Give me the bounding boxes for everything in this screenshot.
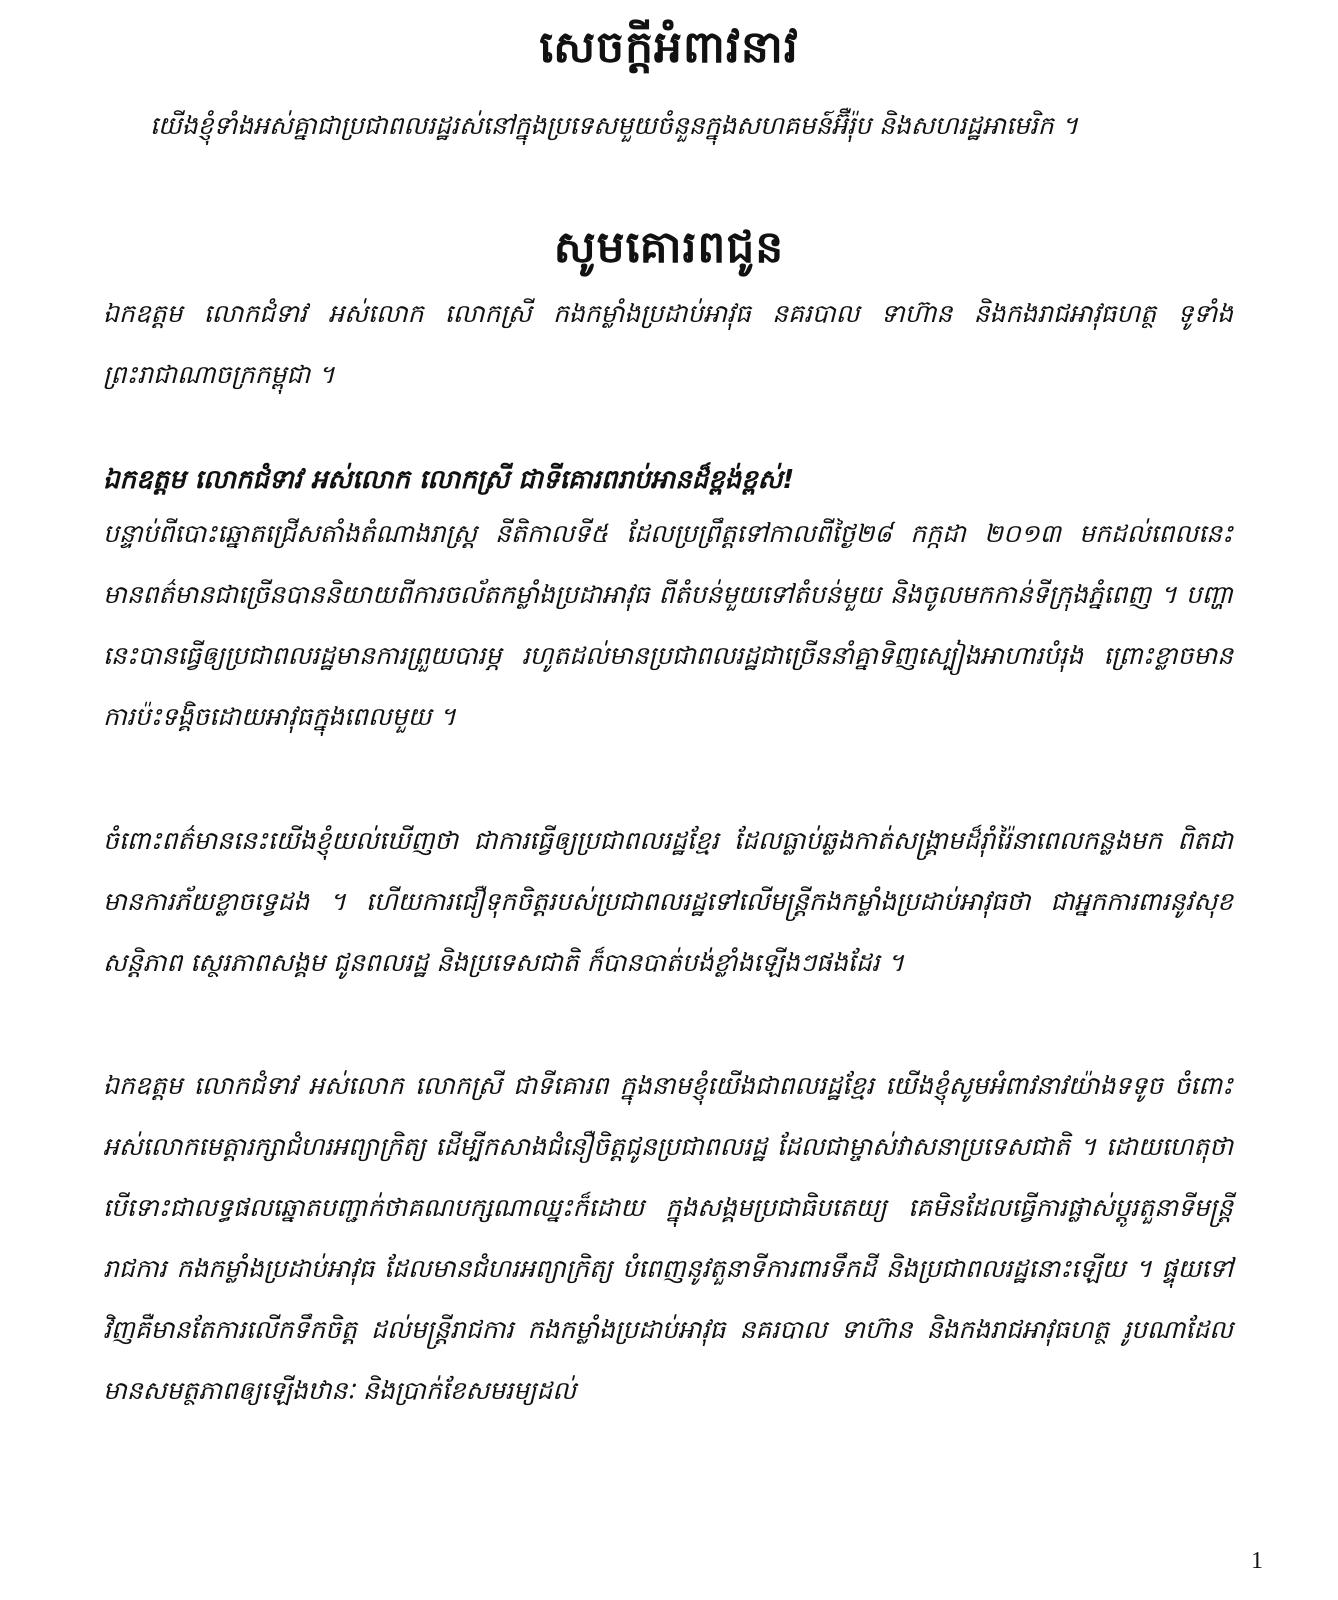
page-number: 1 [1251, 1548, 1263, 1574]
body-paragraph-1: បន្ទាប់ពីបោះឆ្នោតជ្រើសតាំងតំណាងរាស្ត្រ នីតិកាលទី៥ ដែលប្រព្រឹត្តទៅកាលពីថ្ងៃ២៨ កក្កដា ២០១៣ មកដល់ពេលនេះ មានពត៌មានជាច្រើនបាននិយាយពីការចល័តកម្លាំងប្រដាអាវុធ ពីតំបន់មួយទៅតំបន់មួយ និងចូលមកកាន់ទីក្រុងភ្នំពេញ ។ បញ្ហានេះបានធ្វើឲ្យប្រជាពលរដ្ឋមានការព្រួយបារម្ភ រហូតដល់មានប្រជាពលរដ្ឋជាច្រើននាំគ្នាទិញស្បៀងអាហារបំរុង ព្រោះខ្លាចមានការប៉ះទង្គិចដោយអាវុធក្នុងពេលមួយ ។ [103, 519, 1233, 731]
addressees-paragraph: ឯកឧត្តម លោកជំទាវ អស់លោក លោកស្រី កងកម្លាំងប្រដាប់អាវុធ នគរបាល ទាហ៊ាន និងកងរាជអាវុធហត្ថ ទូទាំងព្រះរាជាណាចក្រកម្ពុជា ។ [103, 299, 1233, 389]
salutation-line: ឯកឧត្តម លោកជំទាវ អស់លោក លោកស្រី ជាទីគោរពរាប់អានដ៏ខ្ពង់ខ្ពស់! [103, 465, 795, 495]
addressee-heading: សូមគោរពជូន [553, 222, 785, 273]
body-paragraph-3: ឯកឧត្តម លោកជំទាវ អស់លោក លោកស្រី ជាទីគោរព ក្នុងនាមខ្ញុំយើងជាពលរដ្ឋខ្មែរ យើងខ្ញុំសូមអំពាវនាវយ៉ាងទទូច ចំពោះអស់លោកមេត្តារក្សាជំហរអព្យាក្រិត្យ ដើម្បីកសាងជំនឿចិត្តជូនប្រជាពលរដ្ឋ ដែលជាម្ចាស់វាសនាប្រទេសជាតិ ។ ដោយហេតុថា បើទោះជាលទ្ធផលឆ្នោតបញ្ជាក់ថាគណបក្សណាឈ្នះក៏ដោយ ក្នុងសង្គមប្រជាធិបតេយ្យ គេមិនដែលធ្វើការផ្លាស់ប្តូរតួនាទីមន្ត្រីរាជការ កងកម្លាំងប្រដាប់អាវុធ ដែលមានជំហរអព្យាក្រិត្យ បំពេញនូវតួនាទីការពារទឹកដី និងប្រជាពលរដ្ឋនោះឡើយ ។ ផ្ទុយទៅវិញគឺមានតែការលើកទឹកចិត្ត ដល់មន្ត្រីរាជការ កងកម្លាំងប្រដាប់អាវុធ នគរបាល ទាហ៊ាន និងកងរាជអាវុធហត្ថ រូបណាដែល មានសមត្ថភាពឲ្យឡើងឋានៈ និងប្រាក់ខែសមរម្យដល់ [103, 1071, 1233, 1405]
document-title: សេចក្តីអំពាវនាវ [539, 22, 799, 73]
body-paragraph-2: ចំពោះពត៌មាននេះយើងខ្ញុំយល់ឃើញថា ជាការធ្វើឲ្យប្រជាពលរដ្ឋខ្មែរ ដែលធ្លាប់ឆ្លងកាត់សង្គ្រាមដ៏រ៉ាំរ៉ៃនាពេលកន្លងមក ពិតជាមានការភ័យខ្លាចទ្វេដង ។ ហើយការជឿទុកចិត្តរបស់ប្រជាពលរដ្ឋទៅលើមន្ត្រីកងកម្លាំងប្រដាប់អាវុធថា ជាអ្នកការពារនូវសុខសន្តិភាព ស្ថេរភាពសង្គម ជូនពលរដ្ឋ និងប្រទេសជាតិ ក៏បានបាត់បង់ខ្លាំងឡើងៗផងដែរ ។ [103, 826, 1233, 977]
intro-paragraph: យើងខ្ញុំទាំងអស់គ្នាជាប្រជាពលរដ្ឋរស់នៅក្នុងប្រទេសមួយចំនួនក្នុងសហគមន៍អ៊ឺរ៉ុប និងសហរដ្ឋអាមេរិក ។ [150, 111, 1079, 140]
